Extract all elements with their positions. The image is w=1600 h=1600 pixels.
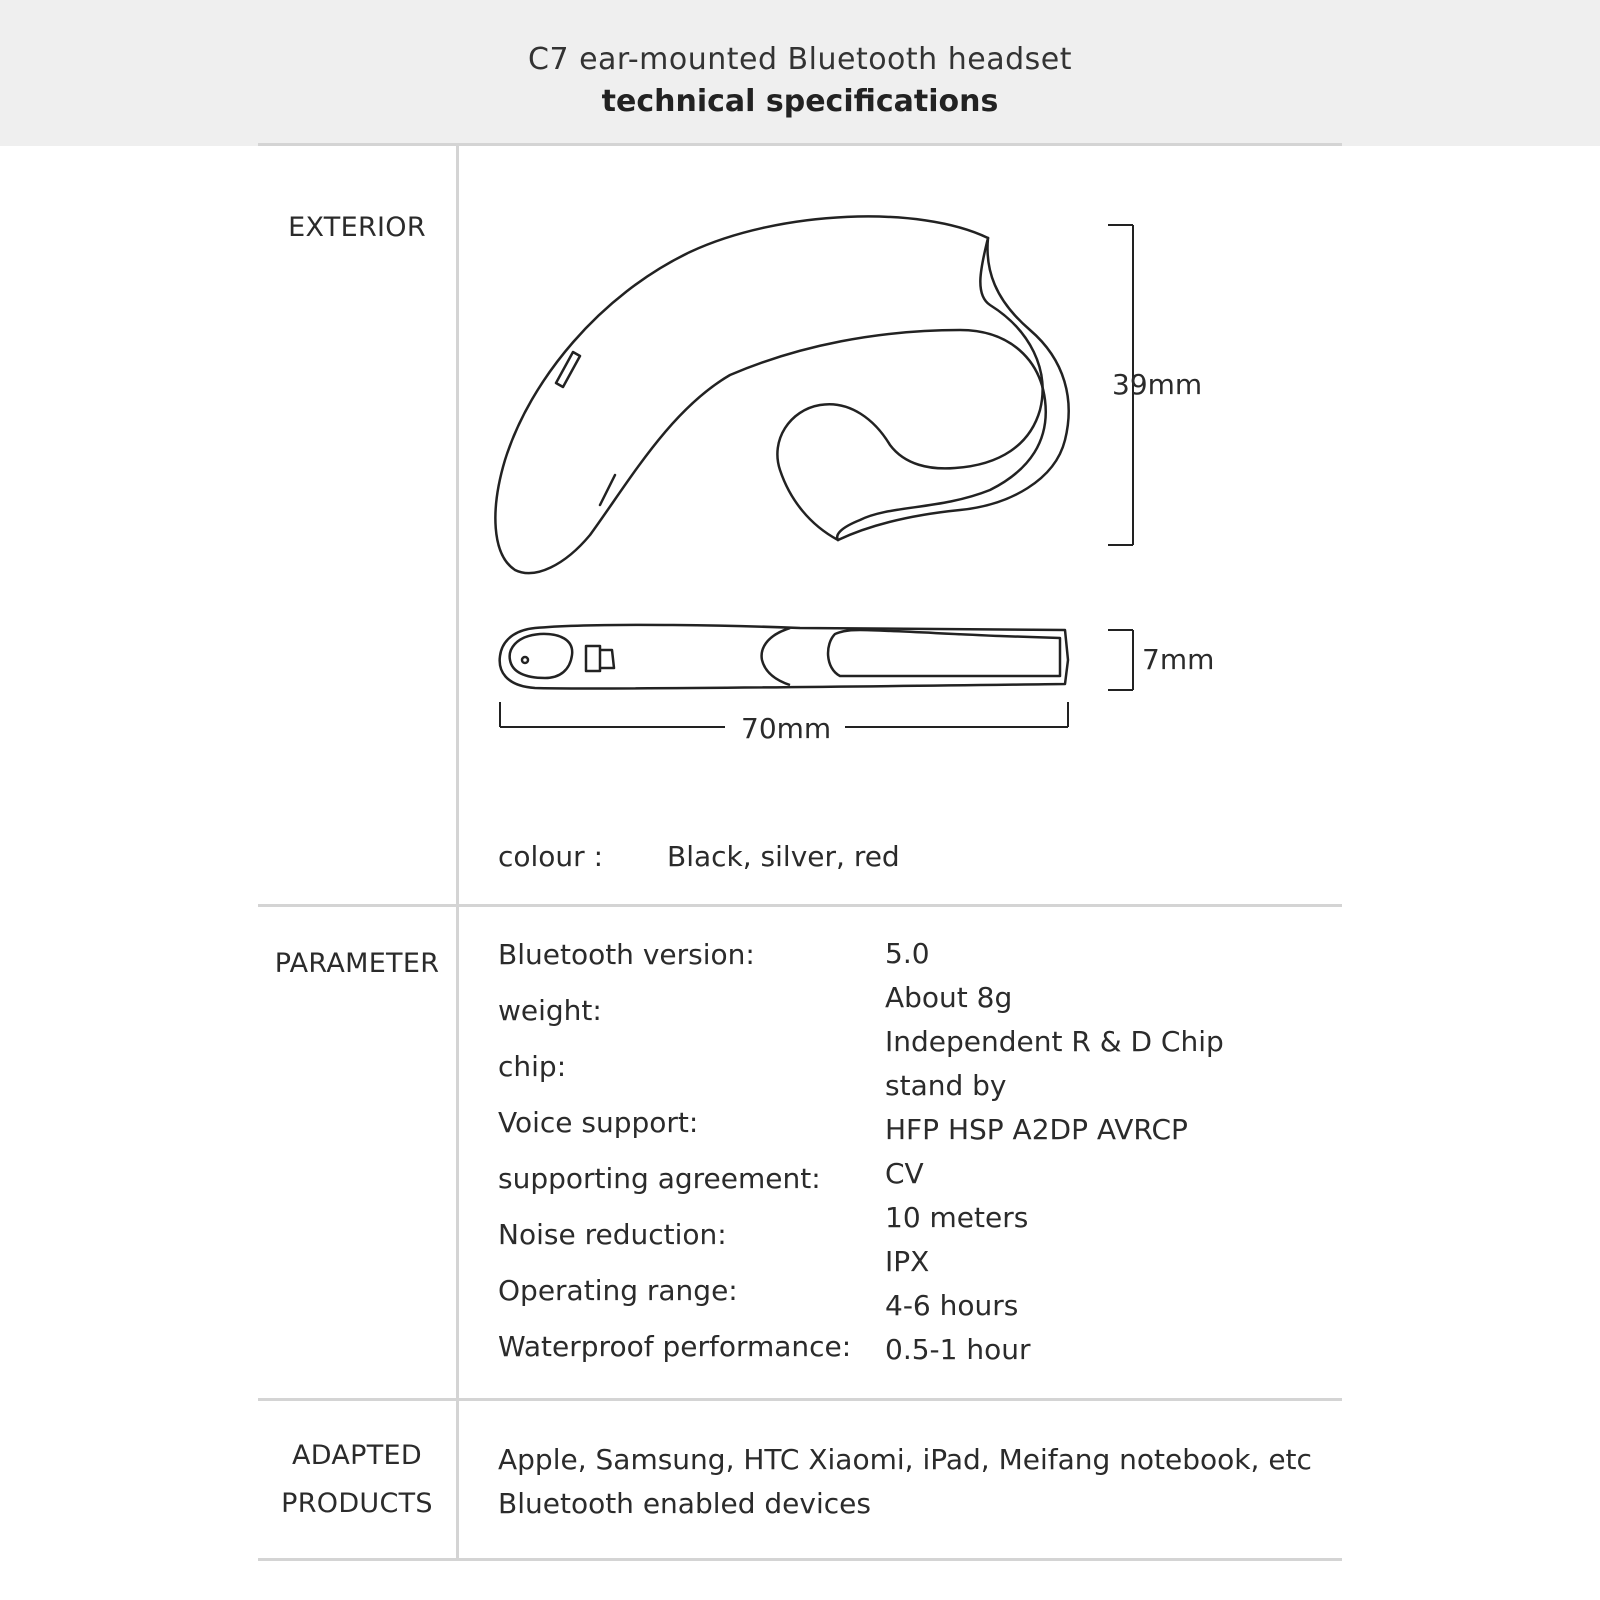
param-value: stand by — [885, 1069, 1007, 1102]
colour-label: colour : — [498, 840, 604, 873]
page-title: C7 ear-mounted Bluetooth headset — [528, 42, 1072, 77]
headset-side-view-drawing — [490, 210, 1080, 580]
divider-bottom — [258, 1558, 1342, 1561]
adapted-label-line1: ADAPTED — [292, 1440, 422, 1471]
param-name: weight: — [498, 994, 602, 1027]
param-name: Voice support: — [498, 1106, 699, 1139]
header-banner — [0, 0, 1600, 146]
height-dimension-label: 39mm — [1112, 368, 1203, 401]
param-value: CV — [885, 1157, 924, 1190]
param-value: About 8g — [885, 981, 1013, 1014]
param-value: 0.5-1 hour — [885, 1333, 1031, 1366]
param-value: IPX — [885, 1245, 930, 1278]
adapted-products-text: Apple, Samsung, HTC Xiaomi, iPad, Meifang notebook, etc — [498, 1443, 1312, 1476]
param-name: supporting agreement: — [498, 1162, 821, 1195]
adapted-label-line2: PRODUCTS — [281, 1488, 433, 1519]
param-value: 10 meters — [885, 1201, 1029, 1234]
param-value: 4-6 hours — [885, 1289, 1019, 1322]
param-name: Noise reduction: — [498, 1218, 727, 1251]
divider-top — [258, 143, 1342, 146]
divider-exterior-parameter — [258, 904, 1342, 907]
param-name: Waterproof performance: — [498, 1330, 852, 1363]
headset-top-view-drawing — [490, 620, 1080, 700]
param-value: HFP HSP A2DP AVRCP — [885, 1113, 1188, 1146]
param-name: Bluetooth version: — [498, 938, 755, 971]
thickness-dimension-label: 7mm — [1142, 643, 1215, 676]
adapted-products-text-2: Bluetooth enabled devices — [498, 1487, 871, 1520]
colour-value: Black, silver, red — [667, 840, 900, 873]
length-dimension-label: 70mm — [741, 712, 832, 745]
column-divider — [456, 146, 459, 1559]
thickness-dimension-bracket — [1100, 626, 1140, 694]
param-value: 5.0 — [885, 937, 930, 970]
exterior-label: EXTERIOR — [288, 212, 426, 243]
parameter-label: PARAMETER — [274, 948, 440, 979]
param-value: Independent R & D Chip — [885, 1025, 1224, 1058]
page-subtitle: technical specifications — [601, 84, 999, 119]
divider-parameter-adapted — [258, 1398, 1342, 1401]
param-name: chip: — [498, 1050, 567, 1083]
param-name: Operating range: — [498, 1274, 738, 1307]
